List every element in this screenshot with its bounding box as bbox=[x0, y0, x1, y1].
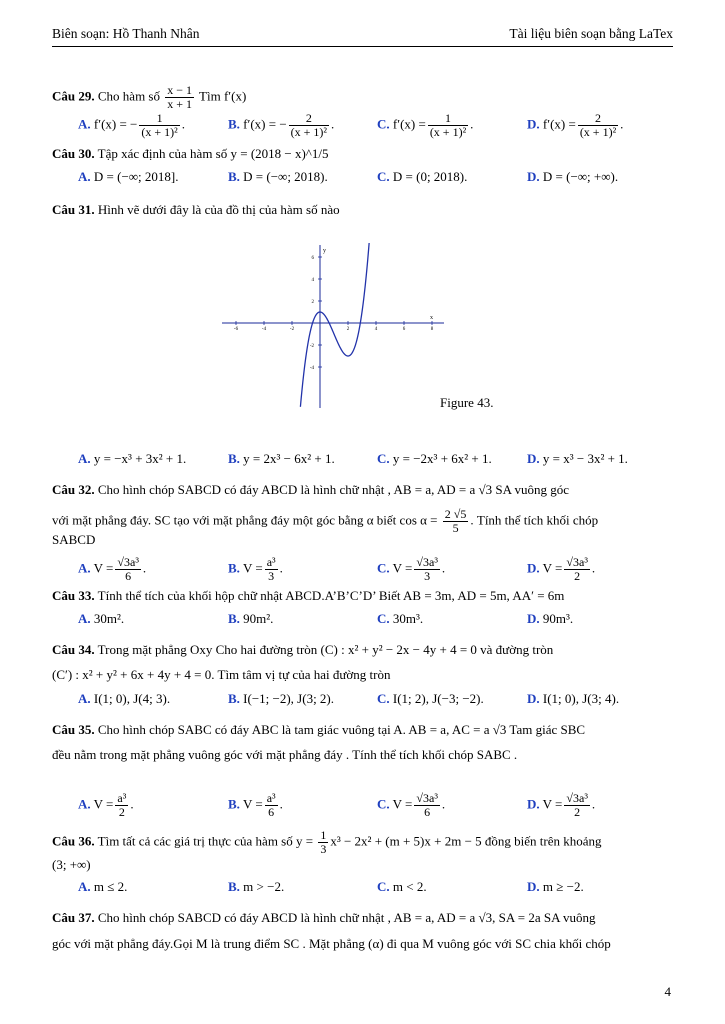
fraction bbox=[428, 112, 468, 139]
fraction-den: (x + 1)² bbox=[429, 125, 467, 139]
question-text: Tìm f′(x) bbox=[199, 88, 247, 104]
option-letter: D. bbox=[527, 691, 540, 706]
fraction-num: √3a³ bbox=[416, 555, 438, 569]
option-letter: B. bbox=[228, 879, 240, 894]
fraction bbox=[318, 829, 328, 856]
option-text: V = bbox=[392, 796, 413, 812]
options-34 bbox=[78, 688, 673, 710]
option-text: f′(x) = − bbox=[243, 116, 287, 132]
question-31 bbox=[52, 202, 673, 218]
options-35 bbox=[78, 791, 673, 819]
option-a[interactable] bbox=[78, 688, 170, 710]
option-text: I(1; 0), J(4; 3). bbox=[93, 691, 171, 706]
graph-axes bbox=[222, 245, 444, 408]
option-suffix: . bbox=[279, 560, 283, 576]
option-text: V = bbox=[93, 560, 114, 576]
option-suffix: . bbox=[331, 116, 335, 132]
option-text: I(1; 2), J(−3; −2). bbox=[392, 691, 484, 706]
option-text: 30m³. bbox=[392, 611, 424, 626]
option-text: y = x³ − 3x² + 1. bbox=[542, 451, 628, 466]
option-a[interactable] bbox=[78, 112, 185, 139]
fraction-num: a³ bbox=[266, 791, 276, 805]
option-b[interactable] bbox=[228, 608, 273, 630]
y-axis-label: y bbox=[323, 248, 326, 254]
question-text: Tính thể tích của khối hộp chữ nhật ABCD.A’B’C’D’ Biết AB = 3m, AD = 5m, AA′ = 6m bbox=[97, 588, 565, 603]
question-text: Trong mặt phẳng Oxy Cho hai đường tròn (C) : x² + y² − 2x − 4y + 4 = 0 và đường tròn bbox=[97, 642, 554, 657]
fraction-num: 2 bbox=[289, 112, 329, 126]
fraction-den: 5 bbox=[452, 521, 459, 535]
fraction-num: a³ bbox=[117, 791, 127, 805]
y-tick-label: 6 bbox=[311, 256, 314, 261]
option-text: y = −2x³ + 6x² + 1. bbox=[392, 451, 492, 466]
option-letter: A. bbox=[78, 879, 91, 894]
option-text: D = (0; 2018). bbox=[392, 169, 468, 184]
fraction-den: (x + 1)² bbox=[290, 125, 328, 139]
y-tick-label: -2 bbox=[309, 344, 314, 349]
option-d[interactable] bbox=[527, 792, 595, 819]
option-letter: C. bbox=[377, 796, 390, 812]
fraction-den: (x + 1)² bbox=[579, 125, 617, 139]
x-tick-label: 4 bbox=[374, 327, 378, 332]
option-text: V = bbox=[242, 560, 263, 576]
fraction-den: (x + 1)² bbox=[141, 125, 178, 139]
y-tick-label: 2 bbox=[311, 300, 314, 305]
option-text: V = bbox=[542, 796, 563, 812]
question-label: Câu 32. bbox=[52, 482, 95, 497]
question-label: Câu 36. bbox=[52, 833, 95, 849]
question-37 bbox=[52, 910, 673, 926]
question-32-line3: SABCD bbox=[52, 532, 96, 547]
x-tick-label: -2 bbox=[289, 327, 295, 332]
option-letter: B. bbox=[228, 560, 240, 576]
fraction-num: √3a³ bbox=[566, 791, 588, 805]
option-a[interactable] bbox=[78, 792, 134, 819]
option-letter: A. bbox=[78, 451, 91, 466]
option-text: I(1; 0), J(3; 4). bbox=[542, 691, 620, 706]
option-text: y = 2x³ − 6x² + 1. bbox=[243, 451, 335, 466]
option-d[interactable] bbox=[527, 112, 623, 139]
option-suffix: . bbox=[181, 116, 185, 132]
option-letter: D. bbox=[527, 451, 540, 466]
option-suffix: . bbox=[130, 796, 134, 812]
option-a[interactable] bbox=[78, 448, 186, 470]
question-37-line2: góc với mặt phẳng đáy.Gọi M là trung điểm SC . Mặt phẳng (α) đi qua M vuông góc với SC chia khối chóp bbox=[52, 936, 611, 951]
option-letter: D. bbox=[527, 796, 540, 812]
option-c[interactable] bbox=[377, 876, 427, 898]
question-text: Cho hình chóp SABCD có đáy ABCD là hình chữ nhật , AB = a, AD = a √3 SA vuông góc bbox=[97, 482, 570, 497]
option-text: f′(x) = bbox=[542, 116, 576, 132]
option-c[interactable] bbox=[377, 688, 484, 710]
x-tick-label: 2 bbox=[346, 327, 350, 332]
question-label: Câu 35. bbox=[52, 722, 95, 737]
option-text: 90m². bbox=[243, 611, 274, 626]
option-letter: C. bbox=[377, 169, 390, 184]
question-text: với mặt phẳng đáy. SC tạo với mặt phẳng đáy một góc bằng α biết cos α = bbox=[52, 512, 438, 528]
fraction-den: 6 bbox=[268, 805, 275, 819]
option-b[interactable] bbox=[228, 876, 284, 898]
fraction-num: √3a³ bbox=[416, 791, 438, 805]
question-label: Câu 33. bbox=[52, 588, 95, 603]
fraction bbox=[414, 556, 440, 583]
option-text: f′(x) = − bbox=[93, 116, 138, 132]
fraction-num: 1 bbox=[139, 112, 179, 126]
header-title: Tài liệu biên soạn bằng LaTex bbox=[509, 26, 673, 41]
option-suffix: . bbox=[591, 796, 596, 812]
option-c[interactable] bbox=[377, 556, 445, 583]
option-letter: B. bbox=[228, 451, 240, 466]
y-tick-label: -4 bbox=[309, 366, 314, 371]
fraction-den: 6 bbox=[424, 805, 431, 819]
option-text: m ≥ −2. bbox=[542, 879, 584, 894]
x-tick-label: 8 bbox=[430, 327, 434, 332]
question-36 bbox=[52, 829, 673, 856]
graph-curve bbox=[300, 243, 370, 407]
option-d[interactable] bbox=[527, 876, 584, 898]
x-tick-label: 6 bbox=[402, 327, 406, 332]
option-c[interactable] bbox=[377, 112, 473, 139]
fraction bbox=[564, 792, 590, 819]
option-text: 30m². bbox=[93, 611, 125, 626]
question-label: Câu 30. bbox=[52, 146, 95, 161]
fraction-den: 2 bbox=[574, 569, 581, 583]
fraction-den: 2 bbox=[574, 805, 581, 819]
option-text: D = (−∞; 2018]. bbox=[93, 169, 179, 184]
options-36 bbox=[78, 876, 673, 898]
option-b[interactable] bbox=[228, 792, 283, 819]
option-letter: D. bbox=[527, 560, 540, 576]
option-suffix: . bbox=[441, 560, 446, 576]
option-text: I(−1; −2), J(3; 2). bbox=[243, 691, 335, 706]
question-34 bbox=[52, 642, 673, 658]
option-letter: B. bbox=[228, 116, 240, 132]
question-text: Hình vẽ dưới đây là của đồ thị của hàm số nào bbox=[97, 202, 340, 217]
option-suffix: . bbox=[591, 560, 596, 576]
option-letter: B. bbox=[228, 169, 240, 184]
fraction bbox=[289, 112, 329, 139]
option-text: V = bbox=[392, 560, 413, 576]
option-suffix: . bbox=[470, 116, 474, 132]
option-b[interactable] bbox=[228, 166, 328, 188]
fraction-num: 2 bbox=[578, 112, 618, 126]
fraction-num: √3a³ bbox=[117, 555, 139, 569]
option-letter: C. bbox=[377, 116, 390, 132]
options-32 bbox=[78, 555, 673, 583]
question-32-line2 bbox=[52, 508, 673, 535]
option-letter: B. bbox=[228, 796, 240, 812]
option-c[interactable] bbox=[377, 448, 492, 470]
x-tick-label: -4 bbox=[261, 327, 267, 332]
option-a[interactable] bbox=[78, 556, 146, 583]
option-c[interactable] bbox=[377, 792, 445, 819]
question-text: x³ − 2x² + (m + 5)x + 2m − 5 đồng biến trên khoảng bbox=[330, 833, 602, 849]
fraction bbox=[564, 556, 590, 583]
option-b[interactable] bbox=[228, 556, 283, 583]
option-letter: D. bbox=[527, 169, 540, 184]
option-b[interactable] bbox=[228, 112, 334, 139]
fraction bbox=[139, 112, 179, 139]
question-29 bbox=[52, 84, 673, 111]
option-b[interactable] bbox=[228, 448, 335, 470]
fraction bbox=[578, 112, 618, 139]
option-c[interactable] bbox=[377, 608, 423, 630]
fraction-den: 3 bbox=[268, 569, 275, 583]
x-tick-label: -6 bbox=[233, 327, 239, 332]
question-34-line2: (C′) : x² + y² + 6x + 4y + 4 = 0. Tìm tâm vị tự của hai đường tròn bbox=[52, 667, 391, 682]
fraction-den: 3 bbox=[320, 842, 327, 856]
fraction-den: x + 1 bbox=[167, 97, 193, 111]
option-b[interactable] bbox=[228, 688, 334, 710]
option-text: y = −x³ + 3x² + 1. bbox=[93, 451, 187, 466]
option-text: V = bbox=[93, 796, 114, 812]
y-tick-label: 4 bbox=[311, 278, 314, 283]
fraction-num: √3a³ bbox=[566, 555, 588, 569]
option-a[interactable] bbox=[78, 608, 124, 630]
question-text: Cho hình chóp SABCD có đáy ABCD là hình chữ nhật , AB = a, AD = a √3, SA = 2a SA vuông bbox=[97, 910, 596, 925]
option-a[interactable] bbox=[78, 876, 127, 898]
option-letter: A. bbox=[78, 691, 91, 706]
fraction-num: x − 1 bbox=[167, 83, 193, 97]
option-text: m < 2. bbox=[392, 879, 427, 894]
option-letter: A. bbox=[78, 611, 91, 626]
x-axis-label: x bbox=[430, 315, 433, 321]
fraction-den: 3 bbox=[424, 569, 431, 583]
option-suffix: . bbox=[142, 560, 147, 576]
option-letter: B. bbox=[228, 691, 240, 706]
question-label: Câu 31. bbox=[52, 202, 95, 217]
fraction bbox=[443, 508, 469, 535]
question-32 bbox=[52, 482, 673, 498]
question-35-line2: đều nằm trong mặt phẳng vuông góc với mặt phẳng đáy . Tính thể tích khối chóp SABC . bbox=[52, 747, 518, 762]
option-d[interactable] bbox=[527, 166, 618, 188]
fraction bbox=[165, 84, 194, 111]
option-text: D = (−∞; 2018). bbox=[243, 169, 328, 184]
option-c[interactable] bbox=[377, 166, 467, 188]
option-d[interactable] bbox=[527, 448, 628, 470]
option-letter: A. bbox=[78, 169, 91, 184]
option-letter: B. bbox=[228, 611, 240, 626]
options-29 bbox=[78, 111, 673, 139]
options-30 bbox=[78, 166, 673, 188]
header-rule bbox=[52, 46, 673, 47]
figure-caption: Figure 43. bbox=[440, 395, 494, 410]
fraction-num: 2 √5 bbox=[444, 507, 467, 521]
option-text: V = bbox=[542, 560, 563, 576]
option-d[interactable] bbox=[527, 608, 573, 630]
option-text: D = (−∞; +∞). bbox=[542, 169, 619, 184]
option-text: m ≤ 2. bbox=[93, 879, 128, 894]
page-number: 4 bbox=[664, 984, 671, 999]
question-33 bbox=[52, 588, 673, 604]
fraction-den: 2 bbox=[118, 805, 125, 819]
option-letter: C. bbox=[377, 451, 390, 466]
question-text: Tập xác định của hàm số y = (2018 − x)^1/5 bbox=[97, 146, 329, 161]
question-30 bbox=[52, 146, 673, 162]
option-suffix: . bbox=[279, 796, 283, 812]
option-text: f′(x) = bbox=[392, 116, 426, 132]
option-text: V = bbox=[242, 796, 263, 812]
option-letter: D. bbox=[527, 611, 540, 626]
graph-ticks bbox=[234, 248, 434, 371]
fraction bbox=[115, 792, 128, 819]
option-a[interactable] bbox=[78, 166, 178, 188]
option-d[interactable] bbox=[527, 688, 619, 710]
fraction bbox=[414, 792, 440, 819]
option-letter: D. bbox=[527, 879, 540, 894]
option-letter: A. bbox=[78, 796, 91, 812]
option-suffix: . bbox=[620, 116, 624, 132]
options-33 bbox=[78, 608, 673, 630]
option-letter: D. bbox=[527, 116, 540, 132]
fraction-num: a³ bbox=[266, 555, 276, 569]
option-text: m > −2. bbox=[243, 879, 285, 894]
option-text: 90m³. bbox=[542, 611, 574, 626]
question-35 bbox=[52, 722, 673, 738]
option-suffix: . bbox=[441, 796, 446, 812]
fraction bbox=[115, 556, 141, 583]
option-letter: C. bbox=[377, 611, 390, 626]
question-text: . Tính thể tích khối chóp bbox=[470, 512, 599, 528]
question-label: Câu 34. bbox=[52, 642, 95, 657]
question-label: Câu 37. bbox=[52, 910, 95, 925]
question-text: Tìm tất cả các giá trị thực của hàm số y = bbox=[97, 833, 314, 849]
question-text: Cho hàm số bbox=[97, 88, 160, 104]
function-graph bbox=[222, 243, 444, 408]
fraction-num: 1 bbox=[320, 828, 327, 842]
option-letter: A. bbox=[78, 560, 91, 576]
option-letter: C. bbox=[377, 560, 390, 576]
option-letter: C. bbox=[377, 879, 390, 894]
fraction bbox=[265, 792, 278, 819]
question-36-line2: (3; +∞) bbox=[52, 857, 91, 872]
fraction bbox=[265, 556, 278, 583]
fraction-den: 6 bbox=[125, 569, 132, 583]
fraction-num: 1 bbox=[428, 112, 468, 126]
question-label: Câu 29. bbox=[52, 88, 95, 104]
option-d[interactable] bbox=[527, 556, 595, 583]
option-letter: A. bbox=[78, 116, 91, 132]
option-letter: C. bbox=[377, 691, 390, 706]
header-author: Biên soạn: Hồ Thanh Nhân bbox=[52, 26, 200, 41]
question-text: Cho hình chóp SABC có đáy ABC là tam giác vuông tại A. AB = a, AC = a √3 Tam giác SBC bbox=[97, 722, 586, 737]
options-31 bbox=[78, 448, 673, 470]
